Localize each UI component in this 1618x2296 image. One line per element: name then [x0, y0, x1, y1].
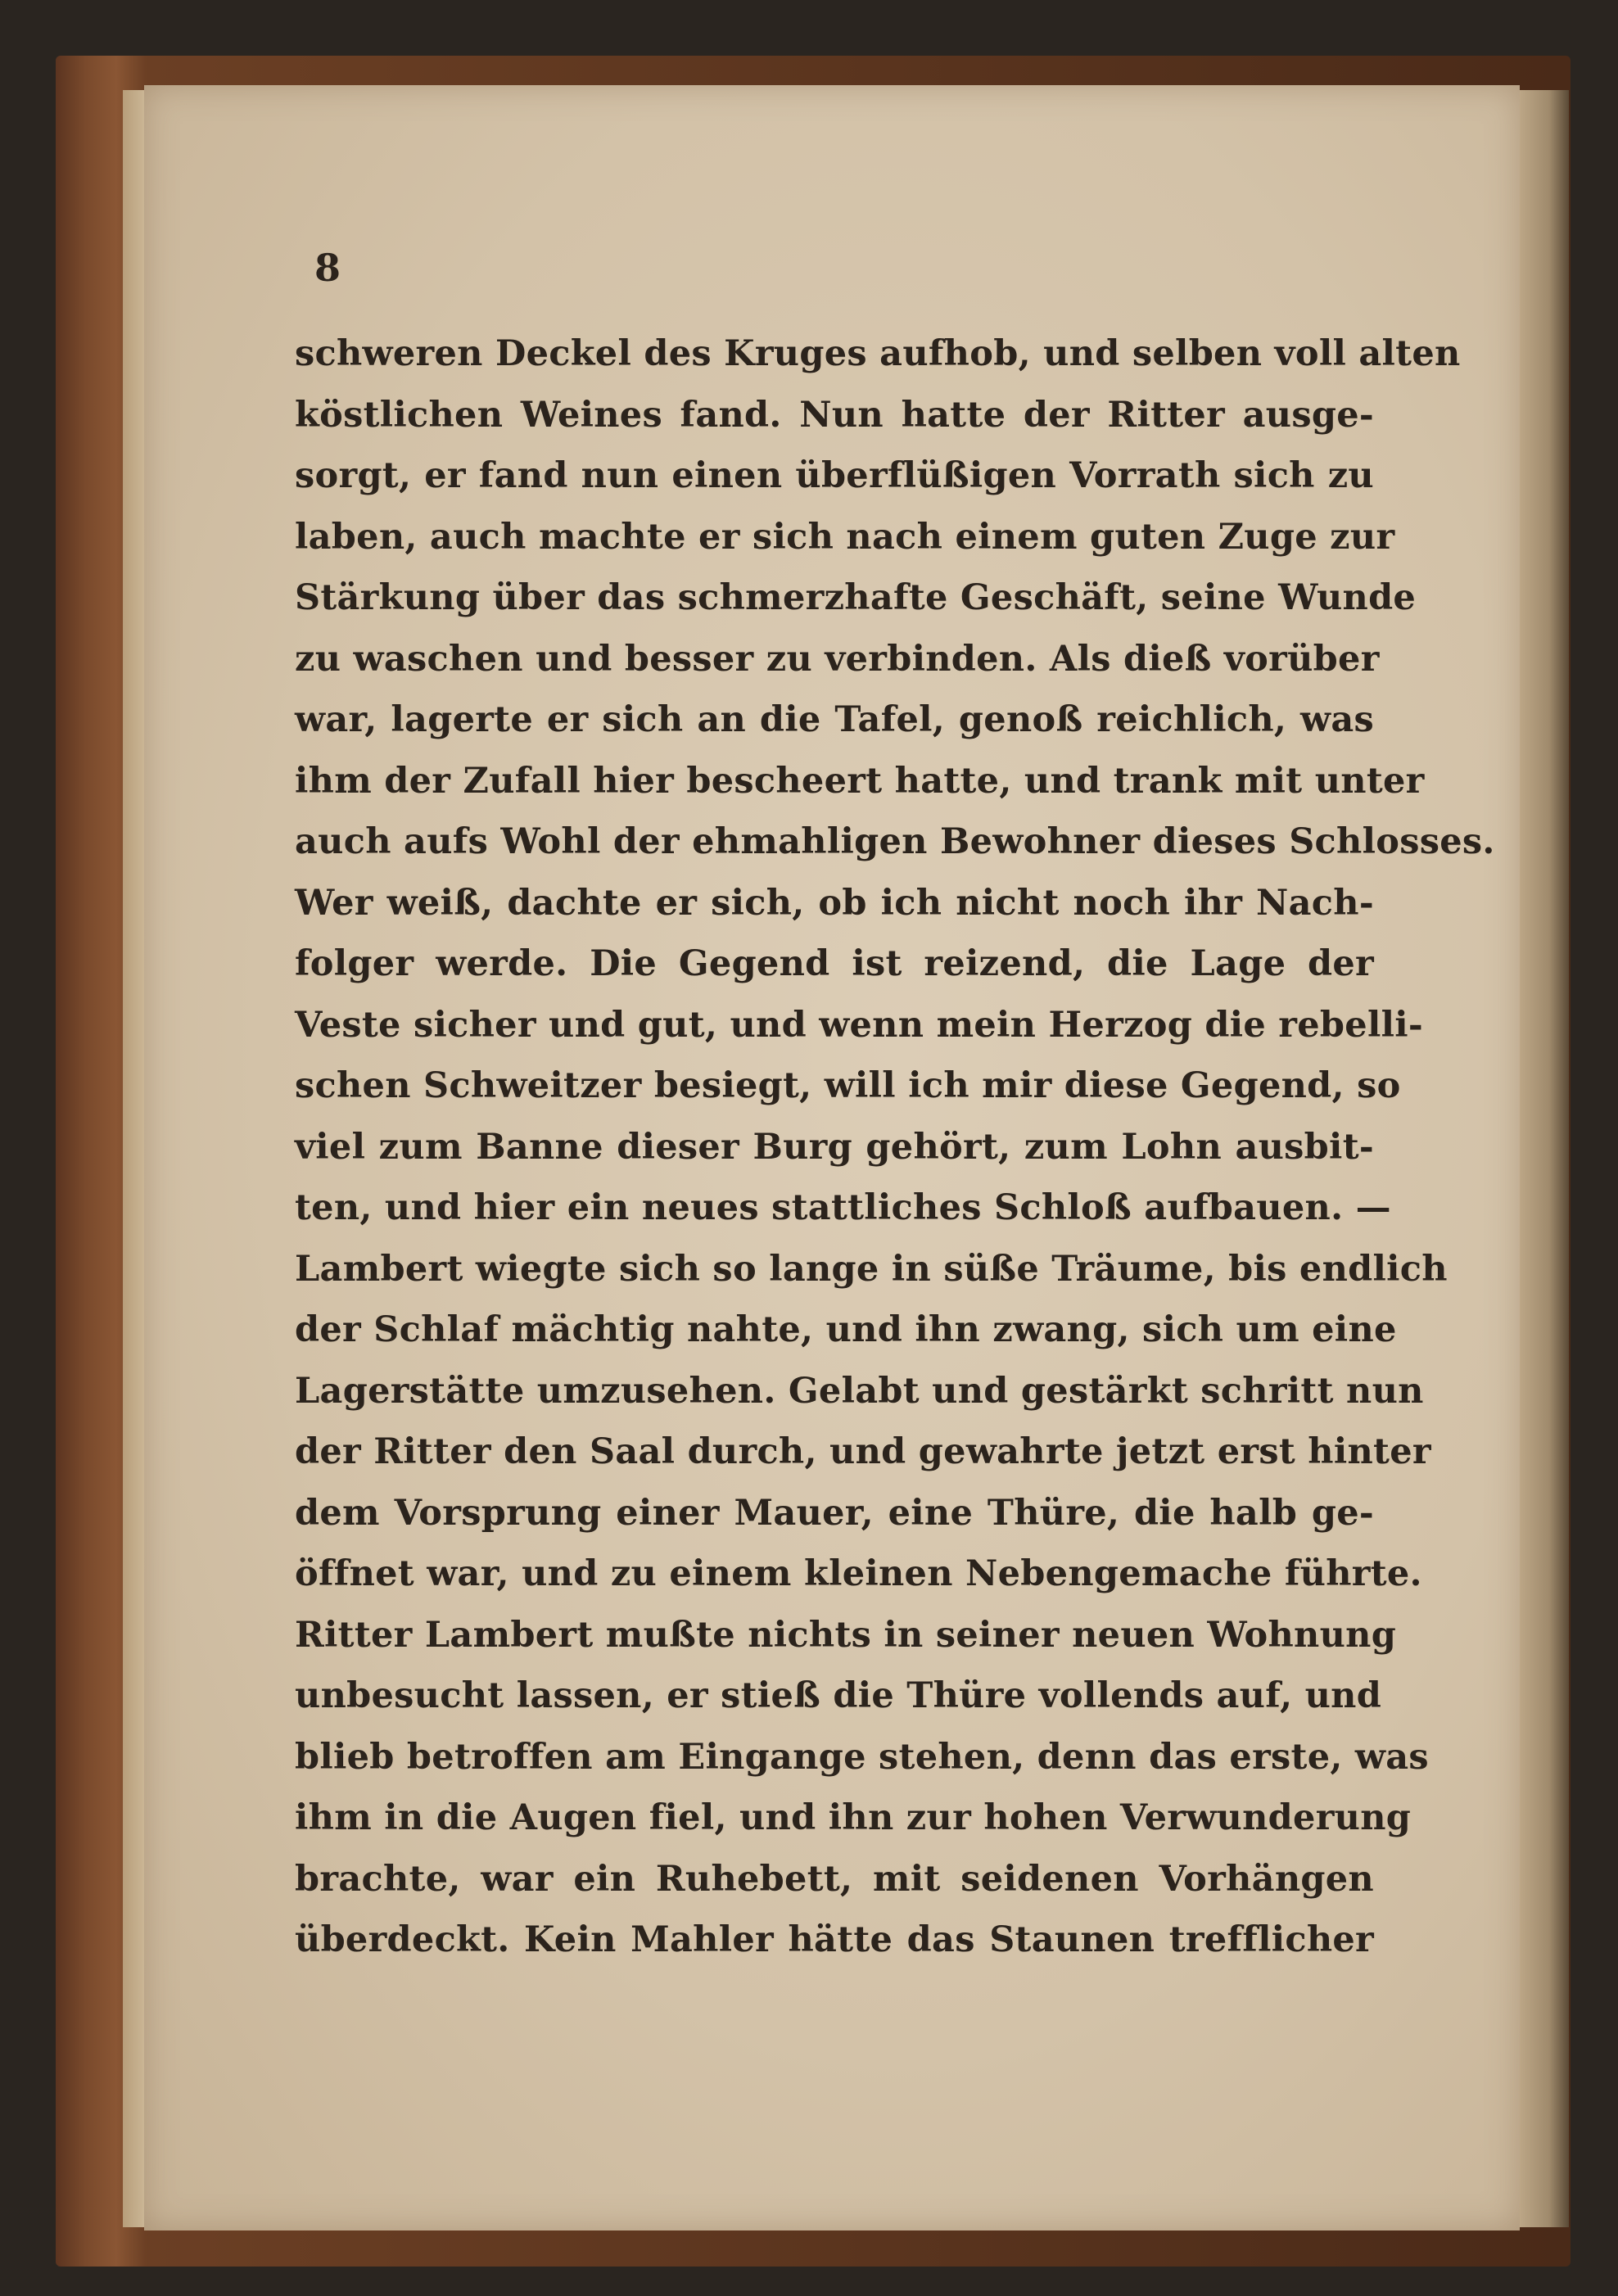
text-line: ten, und hier ein neues stattliches Schloß aufbauen. —	[295, 1187, 1391, 1228]
text-line: ihm in die Augen fiel, und ihn zur hohen Verwunderung	[295, 1797, 1412, 1838]
text-line: zu waschen und besser zu verbinden. Als dieß vorüber	[295, 638, 1380, 680]
text-line: schweren Deckel des Kruges aufhob, und selben voll alten	[295, 333, 1461, 374]
text-line: auch aufs Wohl der ehmahligen Bewohner dieses Schlosses.	[295, 821, 1495, 862]
text-line: Ritter Lambert mußte nichts in seiner neuen Wohnung	[295, 1614, 1397, 1656]
text-line: ihm der Zufall hier bescheert hatte, und trank mit unter	[295, 760, 1425, 802]
text-line: Veste sicher und gut, und wenn mein Herzog die rebelli-	[295, 1004, 1423, 1046]
page-number: 8	[314, 246, 341, 290]
text-line: köstlichen Weines fand. Nun hatte der Ritter ausge-	[295, 394, 1374, 436]
text-line: blieb betroffen am Eingange stehen, denn das erste, was	[295, 1736, 1429, 1778]
page-fore-edge	[1520, 90, 1569, 2227]
text-line: Stärkung über das schmerzhafte Geschäft, seine Wunde	[295, 577, 1417, 618]
text-line: war, lagerte er sich an die Tafel, genoß reichlich, was	[295, 699, 1374, 740]
text-line: Wer weiß, dachte er sich, ob ich nicht noch ihr Nach-	[295, 882, 1374, 924]
text-line: folger werde. Die Gegend ist reizend, die Lage der	[295, 943, 1374, 984]
text-line: Lagerstätte umzusehen. Gelabt und gestärkt schritt nun	[295, 1370, 1424, 1412]
text-line: der Schlaf mächtig nahte, und ihn zwang, sich um eine	[295, 1309, 1397, 1350]
text-line: dem Vorsprung einer Mauer, eine Thüre, die halb ge-	[295, 1492, 1374, 1534]
text-line: viel zum Banne dieser Burg gehört, zum Lohn ausbit-	[295, 1126, 1374, 1168]
text-line: Lambert wiegte sich so lange in süße Träume, bis endlich	[295, 1248, 1448, 1290]
text-line: unbesucht lassen, er stieß die Thüre vollends auf, und	[295, 1675, 1382, 1716]
text-line: laben, auch machte er sich nach einem guten Zuge zur	[295, 516, 1395, 558]
text-line: sorgt, er fand nun einen überflüßigen Vorrath sich zu	[295, 455, 1374, 496]
text-line: schen Schweitzer besiegt, will ich mir diese Gegend, so	[295, 1065, 1401, 1106]
text-line: überdeckt. Kein Mahler hätte das Staunen trefflicher	[295, 1919, 1374, 1960]
text-line: öffnet war, und zu einem kleinen Nebengemache führte.	[295, 1553, 1422, 1594]
body-text	[295, 323, 1495, 1971]
text-line: brachte, war ein Ruhebett, mit seidenen Vorhängen	[295, 1858, 1374, 1900]
text-line: der Ritter den Saal durch, und gewahrte jetzt erst hinter	[295, 1431, 1431, 1472]
